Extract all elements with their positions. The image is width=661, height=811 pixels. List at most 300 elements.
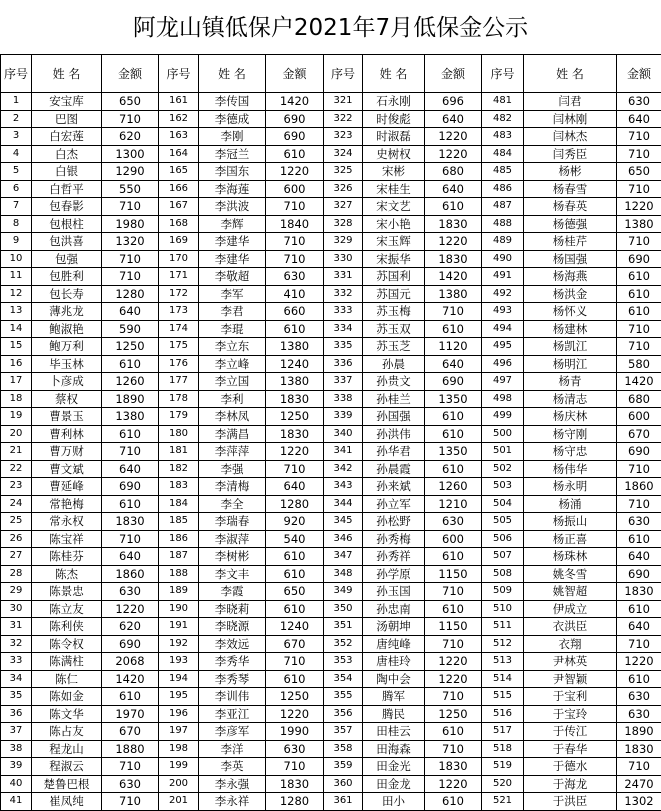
cell-amount: 1860 [102, 565, 159, 583]
cell-seq: 13 [1, 303, 32, 321]
cell-seq: 486 [482, 180, 524, 198]
cell-name: 曹景玉 [32, 408, 102, 426]
cell-name: 卜彦成 [32, 373, 102, 391]
cell-seq: 507 [482, 548, 524, 566]
cell-name: 李亚江 [199, 705, 266, 723]
cell-amount: 640 [102, 303, 159, 321]
cell-seq: 184 [159, 495, 199, 513]
cell-name: 汤朝坤 [363, 618, 425, 636]
cell-seq: 355 [324, 688, 363, 706]
cell-amount: 710 [266, 233, 324, 251]
cell-name: 陈占友 [32, 723, 102, 741]
cell-seq: 508 [482, 565, 524, 583]
cell-amount: 1970 [102, 705, 159, 723]
header-seq: 序号 [482, 55, 524, 93]
cell-amount: 1420 [266, 93, 324, 111]
cell-seq: 2 [1, 110, 32, 128]
cell-name: 杨珠林 [524, 548, 617, 566]
cell-seq: 33 [1, 653, 32, 671]
cell-name: 李建华 [199, 233, 266, 251]
cell-seq: 200 [159, 775, 199, 793]
cell-seq: 332 [324, 285, 363, 303]
cell-seq: 354 [324, 670, 363, 688]
cell-amount: 1890 [102, 390, 159, 408]
cell-seq: 171 [159, 268, 199, 286]
cell-name: 唐桂玲 [363, 653, 425, 671]
cell-name: 闫君 [524, 93, 617, 111]
cell-name: 孙秀梅 [363, 530, 425, 548]
cell-amount: 1210 [425, 495, 482, 513]
cell-name: 李永祥 [199, 793, 266, 811]
cell-amount: 630 [102, 583, 159, 601]
cell-seq: 26 [1, 530, 32, 548]
cell-name: 包长寿 [32, 285, 102, 303]
cell-seq: 328 [324, 215, 363, 233]
cell-name: 李君 [199, 303, 266, 321]
cell-amount: 710 [266, 250, 324, 268]
cell-name: 宋小艳 [363, 215, 425, 233]
cell-seq: 8 [1, 215, 32, 233]
cell-seq: 174 [159, 320, 199, 338]
cell-name: 李效远 [199, 635, 266, 653]
cell-name: 闫林杰 [524, 128, 617, 146]
cell-seq: 357 [324, 723, 363, 741]
cell-name: 程龙山 [32, 740, 102, 758]
cell-name: 孙贵文 [363, 373, 425, 391]
cell-name: 李敬超 [199, 268, 266, 286]
cell-seq: 178 [159, 390, 199, 408]
table-row [1, 583, 661, 601]
cell-seq: 324 [324, 145, 363, 163]
cell-name: 孙秀祥 [363, 548, 425, 566]
cell-name: 杨青 [524, 373, 617, 391]
cell-seq: 9 [1, 233, 32, 251]
cell-name: 李海莲 [199, 180, 266, 198]
cell-name: 于海龙 [524, 775, 617, 793]
cell-name: 苏玉梅 [363, 303, 425, 321]
cell-amount: 1250 [425, 705, 482, 723]
header-name: 姓 名 [363, 55, 425, 93]
cell-amount: 540 [266, 530, 324, 548]
cell-name: 宋桂生 [363, 180, 425, 198]
cell-seq: 505 [482, 513, 524, 531]
cell-amount: 1860 [617, 478, 661, 496]
cell-amount: 1220 [425, 775, 482, 793]
cell-amount: 1420 [102, 670, 159, 688]
cell-seq: 494 [482, 320, 524, 338]
cell-seq: 195 [159, 688, 199, 706]
cell-seq: 491 [482, 268, 524, 286]
cell-seq: 358 [324, 740, 363, 758]
cell-amount: 640 [102, 548, 159, 566]
cell-amount: 610 [102, 355, 159, 373]
cell-seq: 340 [324, 425, 363, 443]
cell-name: 安宝库 [32, 93, 102, 111]
cell-name: 陈利侠 [32, 618, 102, 636]
header-name: 姓 名 [199, 55, 266, 93]
cell-seq: 503 [482, 478, 524, 496]
table-row [1, 198, 661, 216]
cell-name: 包根柱 [32, 215, 102, 233]
cell-name: 李洪波 [199, 198, 266, 216]
cell-name: 杨振山 [524, 513, 617, 531]
cell-amount: 610 [425, 408, 482, 426]
cell-name: 包强 [32, 250, 102, 268]
header-row [1, 55, 661, 93]
cell-name: 衣洪臣 [524, 618, 617, 636]
cell-seq: 175 [159, 338, 199, 356]
cell-seq: 345 [324, 513, 363, 531]
cell-amount: 1300 [102, 145, 159, 163]
cell-amount: 690 [617, 443, 661, 461]
cell-seq: 520 [482, 775, 524, 793]
cell-amount: 680 [425, 163, 482, 181]
cell-amount: 1220 [425, 128, 482, 146]
cell-amount: 610 [266, 320, 324, 338]
cell-amount: 610 [617, 530, 661, 548]
table-row [1, 670, 661, 688]
cell-name: 陈如金 [32, 688, 102, 706]
cell-seq: 176 [159, 355, 199, 373]
cell-seq: 180 [159, 425, 199, 443]
cell-name: 杨清志 [524, 390, 617, 408]
cell-seq: 322 [324, 110, 363, 128]
header-amount: 金额 [102, 55, 159, 93]
cell-name: 于传江 [524, 723, 617, 741]
cell-amount: 710 [102, 758, 159, 776]
cell-amount: 710 [617, 758, 661, 776]
cell-name: 孙来斌 [363, 478, 425, 496]
cell-seq: 329 [324, 233, 363, 251]
cell-amount: 710 [617, 128, 661, 146]
cell-seq: 327 [324, 198, 363, 216]
cell-amount: 1250 [102, 338, 159, 356]
cell-name: 包春影 [32, 198, 102, 216]
cell-amount: 610 [102, 495, 159, 513]
cell-name: 毕玉林 [32, 355, 102, 373]
cell-name: 宋彬 [363, 163, 425, 181]
cell-amount: 1302 [617, 793, 661, 811]
cell-seq: 346 [324, 530, 363, 548]
cell-name: 杨春雪 [524, 180, 617, 198]
cell-amount: 710 [617, 495, 661, 513]
cell-amount: 610 [617, 600, 661, 618]
cell-amount: 710 [102, 530, 159, 548]
cell-name: 李树彬 [199, 548, 266, 566]
cell-seq: 186 [159, 530, 199, 548]
cell-name: 李瑞春 [199, 513, 266, 531]
cell-seq: 29 [1, 583, 32, 601]
cell-name: 杨伟华 [524, 460, 617, 478]
cell-seq: 325 [324, 163, 363, 181]
cell-name: 孙学原 [363, 565, 425, 583]
cell-seq: 22 [1, 460, 32, 478]
table-row [1, 233, 661, 251]
cell-seq: 19 [1, 408, 32, 426]
cell-amount: 610 [102, 688, 159, 706]
cell-amount: 1220 [617, 198, 661, 216]
cell-name: 李全 [199, 495, 266, 513]
table-row [1, 460, 661, 478]
cell-amount: 610 [425, 460, 482, 478]
cell-seq: 492 [482, 285, 524, 303]
table-row [1, 548, 661, 566]
cell-seq: 192 [159, 635, 199, 653]
cell-amount: 1830 [617, 583, 661, 601]
cell-amount: 1980 [102, 215, 159, 233]
table-row [1, 408, 661, 426]
table-row [1, 110, 661, 128]
cell-name: 杨守忠 [524, 443, 617, 461]
cell-amount: 1830 [425, 758, 482, 776]
table-row [1, 635, 661, 653]
cell-name: 苏玉双 [363, 320, 425, 338]
cell-name: 李立峰 [199, 355, 266, 373]
cell-seq: 172 [159, 285, 199, 303]
cell-seq: 512 [482, 635, 524, 653]
cell-amount: 620 [102, 618, 159, 636]
cell-amount: 1280 [266, 495, 324, 513]
cell-amount: 920 [266, 513, 324, 531]
cell-name: 李辉 [199, 215, 266, 233]
cell-name: 于春华 [524, 740, 617, 758]
cell-seq: 331 [324, 268, 363, 286]
table-row [1, 443, 661, 461]
cell-seq: 341 [324, 443, 363, 461]
cell-name: 白杰 [32, 145, 102, 163]
cell-amount: 640 [425, 355, 482, 373]
cell-name: 楚鲁巴根 [32, 775, 102, 793]
cell-amount: 550 [102, 180, 159, 198]
cell-seq: 348 [324, 565, 363, 583]
cell-name: 李彦军 [199, 723, 266, 741]
header-amount: 金额 [266, 55, 324, 93]
cell-amount: 690 [617, 565, 661, 583]
cell-name: 石永刚 [363, 93, 425, 111]
cell-name: 杨洪金 [524, 285, 617, 303]
table-row [1, 355, 661, 373]
cell-name: 杨彬 [524, 163, 617, 181]
cell-amount: 600 [425, 530, 482, 548]
cell-amount: 1120 [425, 338, 482, 356]
cell-name: 闫秀臣 [524, 145, 617, 163]
cell-name: 陈桂芬 [32, 548, 102, 566]
cell-seq: 162 [159, 110, 199, 128]
table-row [1, 163, 661, 181]
cell-seq: 361 [324, 793, 363, 811]
cell-name: 闫林刚 [524, 110, 617, 128]
cell-name: 杨守刚 [524, 425, 617, 443]
header-seq: 序号 [1, 55, 32, 93]
cell-amount: 710 [425, 635, 482, 653]
table-row [1, 653, 661, 671]
cell-seq: 12 [1, 285, 32, 303]
cell-name: 宋振华 [363, 250, 425, 268]
cell-amount: 1830 [266, 425, 324, 443]
cell-name: 陈杰 [32, 565, 102, 583]
cell-seq: 173 [159, 303, 199, 321]
cell-seq: 182 [159, 460, 199, 478]
cell-amount: 580 [617, 355, 661, 373]
cell-amount: 1990 [266, 723, 324, 741]
cell-seq: 489 [482, 233, 524, 251]
cell-amount: 610 [102, 425, 159, 443]
cell-amount: 710 [617, 635, 661, 653]
table-row [1, 495, 661, 513]
cell-seq: 482 [482, 110, 524, 128]
cell-seq: 27 [1, 548, 32, 566]
cell-amount: 1830 [102, 513, 159, 531]
table-row [1, 128, 661, 146]
cell-name: 李满昌 [199, 425, 266, 443]
cell-name: 腾民 [363, 705, 425, 723]
cell-seq: 490 [482, 250, 524, 268]
cell-amount: 690 [266, 128, 324, 146]
cell-seq: 323 [324, 128, 363, 146]
cell-seq: 165 [159, 163, 199, 181]
cell-seq: 335 [324, 338, 363, 356]
cell-seq: 506 [482, 530, 524, 548]
cell-seq: 197 [159, 723, 199, 741]
cell-amount: 1260 [102, 373, 159, 391]
cell-amount: 1380 [266, 338, 324, 356]
cell-amount: 610 [266, 600, 324, 618]
cell-seq: 36 [1, 705, 32, 723]
cell-seq: 198 [159, 740, 199, 758]
cell-seq: 516 [482, 705, 524, 723]
header-seq: 序号 [324, 55, 363, 93]
cell-amount: 1220 [102, 600, 159, 618]
cell-name: 孙华君 [363, 443, 425, 461]
table-row [1, 250, 661, 268]
table-row [1, 390, 661, 408]
cell-amount: 1220 [425, 670, 482, 688]
cell-amount: 640 [617, 110, 661, 128]
cell-seq: 37 [1, 723, 32, 741]
cell-seq: 339 [324, 408, 363, 426]
cell-amount: 710 [617, 145, 661, 163]
cell-amount: 610 [425, 198, 482, 216]
table-row [1, 93, 661, 111]
cell-name: 苏国元 [363, 285, 425, 303]
header-amount: 金额 [425, 55, 482, 93]
cell-amount: 1290 [102, 163, 159, 181]
cell-name: 李立东 [199, 338, 266, 356]
cell-name: 常艳梅 [32, 495, 102, 513]
table-row [1, 740, 661, 758]
cell-amount: 1380 [266, 373, 324, 391]
cell-seq: 201 [159, 793, 199, 811]
cell-seq: 30 [1, 600, 32, 618]
table-row [1, 513, 661, 531]
cell-amount: 670 [266, 635, 324, 653]
cell-name: 陶中会 [363, 670, 425, 688]
cell-name: 杨怀义 [524, 303, 617, 321]
cell-seq: 39 [1, 758, 32, 776]
cell-amount: 670 [102, 723, 159, 741]
cell-name: 田小 [363, 793, 425, 811]
cell-amount: 610 [617, 303, 661, 321]
cell-name: 腾军 [363, 688, 425, 706]
cell-name: 时淑磊 [363, 128, 425, 146]
cell-seq: 343 [324, 478, 363, 496]
cell-name: 姚冬雪 [524, 565, 617, 583]
cell-seq: 350 [324, 600, 363, 618]
cell-amount: 710 [617, 180, 661, 198]
table-row [1, 285, 661, 303]
cell-name: 巴图 [32, 110, 102, 128]
cell-amount: 590 [102, 320, 159, 338]
cell-seq: 187 [159, 548, 199, 566]
cell-name: 于宝玲 [524, 705, 617, 723]
cell-name: 陈景忠 [32, 583, 102, 601]
cell-amount: 1830 [266, 390, 324, 408]
cell-seq: 511 [482, 618, 524, 636]
cell-amount: 610 [617, 670, 661, 688]
header-seq: 序号 [159, 55, 199, 93]
cell-amount: 630 [617, 513, 661, 531]
table-row [1, 215, 661, 233]
cell-name: 李刚 [199, 128, 266, 146]
cell-amount: 610 [617, 268, 661, 286]
cell-name: 杨正喜 [524, 530, 617, 548]
cell-amount: 710 [102, 110, 159, 128]
cell-seq: 190 [159, 600, 199, 618]
cell-seq: 501 [482, 443, 524, 461]
cell-seq: 179 [159, 408, 199, 426]
cell-name: 鲍淑艳 [32, 320, 102, 338]
cell-seq: 199 [159, 758, 199, 776]
cell-amount: 1880 [102, 740, 159, 758]
cell-amount: 1220 [425, 653, 482, 671]
cell-name: 杨涌 [524, 495, 617, 513]
cell-amount: 610 [266, 145, 324, 163]
cell-amount: 640 [266, 478, 324, 496]
cell-seq: 25 [1, 513, 32, 531]
cell-amount: 610 [425, 320, 482, 338]
cell-amount: 1320 [102, 233, 159, 251]
cell-name: 李建华 [199, 250, 266, 268]
cell-amount: 1260 [425, 478, 482, 496]
cell-name: 唐纯峰 [363, 635, 425, 653]
cell-seq: 23 [1, 478, 32, 496]
cell-seq: 166 [159, 180, 199, 198]
cell-seq: 164 [159, 145, 199, 163]
cell-amount: 1250 [266, 688, 324, 706]
cell-name: 李清梅 [199, 478, 266, 496]
cell-amount: 1240 [266, 618, 324, 636]
cell-amount: 640 [425, 110, 482, 128]
cell-seq: 181 [159, 443, 199, 461]
cell-name: 李强 [199, 460, 266, 478]
cell-name: 伊成立 [524, 600, 617, 618]
cell-name: 杨凯江 [524, 338, 617, 356]
cell-name: 杨建林 [524, 320, 617, 338]
cell-amount: 640 [617, 548, 661, 566]
table-row [1, 145, 661, 163]
cell-amount: 1420 [617, 373, 661, 391]
cell-name: 姚智超 [524, 583, 617, 601]
cell-seq: 519 [482, 758, 524, 776]
cell-name: 李秀琴 [199, 670, 266, 688]
cell-amount: 640 [425, 180, 482, 198]
cell-amount: 1350 [425, 390, 482, 408]
table-row [1, 425, 661, 443]
cell-name: 鲍万利 [32, 338, 102, 356]
low-income-table [0, 54, 661, 811]
cell-amount: 630 [266, 740, 324, 758]
cell-amount: 710 [617, 338, 661, 356]
